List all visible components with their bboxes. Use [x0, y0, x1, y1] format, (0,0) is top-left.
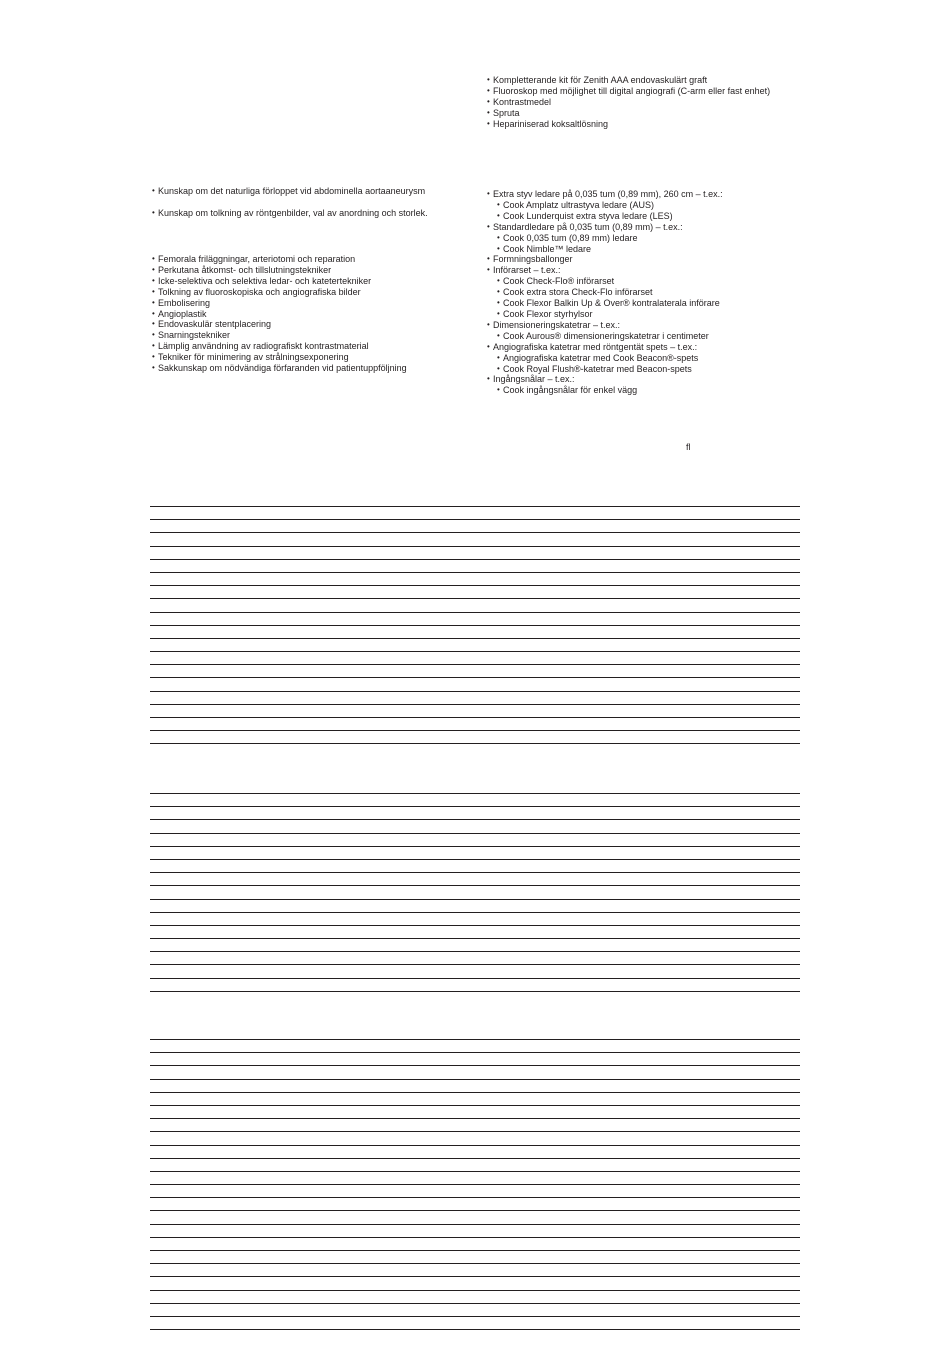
ruled-line	[150, 1250, 800, 1251]
ruled-line	[150, 677, 800, 678]
ruled-line	[150, 1171, 800, 1172]
skills-list	[152, 254, 407, 374]
ruled-line	[150, 585, 800, 586]
ruled-line	[150, 704, 800, 705]
list-item: • Icke-selektiva och selektiva ledar- och katetertekniker	[152, 276, 407, 287]
list-item: • Lämplig användning av radiografiskt kontrastmaterial	[152, 341, 407, 352]
list-item: • Kompletterande kit för Zenith AAA endovaskulärt graft	[487, 75, 770, 86]
list-item: • Standardledare på 0,035 tum (0,89 mm) – t.ex.:	[487, 222, 723, 233]
ruled-line	[150, 1145, 800, 1146]
list-item: • Dimensioneringskatetrar – t.ex.:	[487, 320, 723, 331]
ruled-line	[150, 1052, 800, 1053]
ruled-line	[150, 964, 800, 965]
ruled-line	[150, 1263, 800, 1264]
list-subitem: • Cook Lunderquist extra styva ledare (LES)	[487, 211, 723, 222]
list-item: • Hepariniserad koksaltlösning	[487, 119, 770, 130]
list-item: • Ingångsnålar – t.ex.:	[487, 374, 723, 385]
stray-glyph: ﬂ	[686, 442, 691, 452]
ruled-line	[150, 859, 800, 860]
ruled-line	[150, 1105, 800, 1106]
list-item: • Kunskap om tolkning av röntgenbilder, val av anordning och storlek.	[152, 208, 428, 219]
ruled-line	[150, 1158, 800, 1159]
ruled-line	[150, 598, 800, 599]
ruled-line	[150, 1237, 800, 1238]
ruled-line	[150, 691, 800, 692]
ruled-line	[150, 1184, 800, 1185]
ruled-lines-block-3	[150, 1039, 800, 1342]
list-item: • Införarset – t.ex.:	[487, 265, 723, 276]
list-item: • Embolisering	[152, 298, 407, 309]
ruled-line	[150, 1131, 800, 1132]
ruled-line	[150, 664, 800, 665]
list-item: • Endovaskulär stentplacering	[152, 319, 407, 330]
ruled-line	[150, 885, 800, 886]
list-subitem: • Cook Flexor Balkin Up & Over® kontralaterala införare	[487, 298, 723, 309]
list-item: • Fluoroskop med möjlighet till digital angiografi (C-arm eller fast enhet)	[487, 86, 770, 97]
list-item: • Kunskap om det naturliga förloppet vid abdominella aortaaneurysm	[152, 186, 428, 197]
list-item: • Tekniker för minimering av strålningsexponering	[152, 352, 407, 363]
list-subitem: • Cook Royal Flush®-katetrar med Beacon-spets	[487, 364, 723, 375]
ruled-line	[150, 925, 800, 926]
ruled-lines-block-1	[150, 506, 800, 757]
ruled-line	[150, 546, 800, 547]
ruled-line	[150, 559, 800, 560]
list-item: • Femorala friläggningar, arteriotomi och reparation	[152, 254, 407, 265]
ruled-line	[150, 846, 800, 847]
ruled-line	[150, 612, 800, 613]
list-item: • Spruta	[487, 108, 770, 119]
knowledge-list	[152, 186, 428, 219]
ruled-line	[150, 1329, 800, 1330]
ruled-line	[150, 1118, 800, 1119]
ruled-line	[150, 638, 800, 639]
list-subitem: • Cook Check-Flo® införarset	[487, 276, 723, 287]
ruled-line	[150, 1092, 800, 1093]
ruled-line	[150, 651, 800, 652]
ruled-line	[150, 506, 800, 507]
ruled-line	[150, 1290, 800, 1291]
ruled-line	[150, 1303, 800, 1304]
list-item: • Kontrastmedel	[487, 97, 770, 108]
list-subitem: • Cook Amplatz ultrastyva ledare (AUS)	[487, 200, 723, 211]
ruled-line	[150, 717, 800, 718]
list-item: • Angiografiska katetrar med röntgentät spets – t.ex.:	[487, 342, 723, 353]
ruled-line	[150, 743, 800, 744]
ruled-line	[150, 1039, 800, 1040]
list-subitem: • Cook extra stora Check-Flo införarset	[487, 287, 723, 298]
list-subitem: • Cook Nimble™ ledare	[487, 244, 723, 255]
ruled-line	[150, 951, 800, 952]
list-subitem: • Angiografiska katetrar med Cook Beacon®-spets	[487, 353, 723, 364]
ruled-line	[150, 872, 800, 873]
ruled-line	[150, 1224, 800, 1225]
ruled-line	[150, 819, 800, 820]
list-item: • Formningsballonger	[487, 254, 723, 265]
supplies-list	[487, 189, 723, 396]
ruled-line	[150, 625, 800, 626]
list-subitem: • Cook Flexor styrhylsor	[487, 309, 723, 320]
ruled-line	[150, 978, 800, 979]
ruled-line	[150, 899, 800, 900]
ruled-line	[150, 1065, 800, 1066]
list-item: • Tolkning av fluoroskopiska och angiografiska bilder	[152, 287, 407, 298]
ruled-line	[150, 1316, 800, 1317]
ruled-line	[150, 1079, 800, 1080]
ruled-line	[150, 991, 800, 992]
list-item: • Snarningstekniker	[152, 330, 407, 341]
ruled-line	[150, 730, 800, 731]
ruled-line	[150, 572, 800, 573]
ruled-line	[150, 1210, 800, 1211]
ruled-line	[150, 793, 800, 794]
ruled-line	[150, 1197, 800, 1198]
ruled-line	[150, 833, 800, 834]
ruled-line	[150, 1276, 800, 1277]
ruled-line	[150, 806, 800, 807]
list-item: • Angioplastik	[152, 309, 407, 320]
list-item: • Extra styv ledare på 0,035 tum (0,89 mm), 260 cm – t.ex.:	[487, 189, 723, 200]
list-item: • Perkutana åtkomst- och tillslutningstekniker	[152, 265, 407, 276]
list-subitem: • Cook Aurous® dimensioneringskatetrar i centimeter	[487, 331, 723, 342]
equipment-list	[487, 75, 770, 130]
list-item: • Sakkunskap om nödvändiga förfaranden vid patientuppföljning	[152, 363, 407, 374]
ruled-line	[150, 532, 800, 533]
ruled-line	[150, 912, 800, 913]
list-subitem: • Cook ingångsnålar för enkel vägg	[487, 385, 723, 396]
ruled-line	[150, 938, 800, 939]
ruled-line	[150, 519, 800, 520]
ruled-lines-block-2	[150, 793, 800, 1004]
list-subitem: • Cook 0,035 tum (0,89 mm) ledare	[487, 233, 723, 244]
